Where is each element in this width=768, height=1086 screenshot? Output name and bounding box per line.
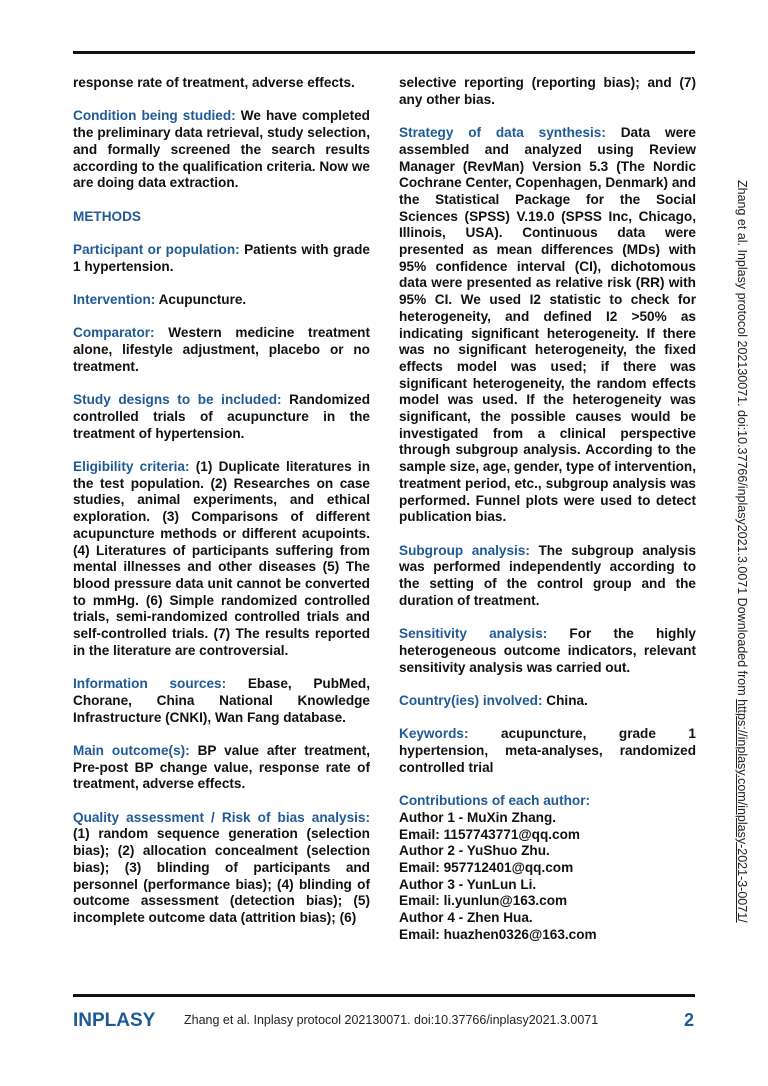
side-note-link[interactable]: https://inplasy.com/inplasy-2021-3-0071/ <box>735 699 749 923</box>
section-sensitivity <box>399 626 696 676</box>
author-line: Author 1 - MuXin Zhang. <box>399 809 557 825</box>
footer-citation: Zhang et al. Inplasy protocol 202130071. doi:10.37766/inplasy2021.3.0071 <box>184 1013 599 1027</box>
section-information-sources <box>73 676 370 726</box>
section-heading: Sensitivity analysis: <box>399 626 548 642</box>
section-comparator <box>73 325 370 375</box>
author-email: Email: li.yunlun@163.com <box>399 893 568 909</box>
section-heading: Participant or population: <box>73 241 240 257</box>
section-heading: Intervention: <box>73 292 156 308</box>
footer-rule <box>73 994 695 997</box>
footer-brand: INPLASY <box>73 1010 156 1031</box>
section-heading: Information sources: <box>73 676 227 692</box>
section-countries <box>399 693 696 710</box>
section-text: Randomized controlled trials of acupuncture in the treatment of hypertension. <box>73 392 370 441</box>
section-text: (1) Duplicate literatures in the test population. (2) Researches on case studies, animal experiments, and ethical exploration. (3) Comparisons of different acupuncture methods or different acupoints. (4) Literatures of participants suffering from mental illnesses and other diseases (5) The blood pressure data unit cannot be converted to mmHg. (6) Simple randomized controlled trials, semi-randomized controlled trials and self-controlled trials. (7) The results reported in the literature are controversial. <box>73 459 370 658</box>
section-intervention <box>73 292 370 309</box>
page-number: 2 <box>684 1010 695 1030</box>
author-email: Email: 957712401@qq.com <box>399 859 574 875</box>
section-heading: Quality assessment / Risk of bias analysis: <box>73 809 370 825</box>
section-text: Acupuncture. <box>155 292 247 308</box>
right-column <box>399 75 696 960</box>
section-study-designs <box>73 392 370 442</box>
section-text: Data were assembled and analyzed using Review Manager (RevMan) Version 5.3 (The Nordic Cochrane Center, Copenhagen, Denmark) and the Statistical Package for the Social Sciences (SPSS) V.19.0 (SPSS Inc, Chicago, Illinois, USA). Continuous data were presented as mean differences (MDs) with 95% confidence interval (CI), dichotomous data were presented as relative risk (RR) with 95% CI. We used I2 statistic to check for heterogeneity, and defined I2 >50% as indicating significant heterogeneity. If there was no significant heterogeneity, the fixed effects model was used; if there was significant heterogeneity, the random effects model was used. If the heterogeneity was significant, the possible causes would be investigated from a clinical perspective through subgroup analysis. According to the sample size, age, gender, type of intervention, treatment period, etc., subgroup analysis was performed. Funnel plots were used to detect publication bias. <box>399 125 696 525</box>
side-note-text: Zhang et al. Inplasy protocol 202130071. doi:10.37766/inplasy2021.3.0071 Downloaded from <box>735 180 749 700</box>
author-line: Author 4 - Zhen Hua. <box>399 910 533 926</box>
section-heading: Country(ies) involved: <box>399 692 543 708</box>
section-text: acupuncture, grade 1 hypertension, meta-analyses, randomized controlled trial <box>399 726 696 775</box>
section-heading: Eligibility criteria: <box>73 459 190 475</box>
section-text: Patients with grade 1 hypertension. <box>73 241 370 274</box>
section-eligibility <box>73 459 370 659</box>
section-condition <box>73 108 370 192</box>
section-text: (1) random sequence generation (selection bias); (2) allocation concealment (selection bias); (3) blinding of participants and personnel (performance bias); (4) blinding of outcome assessment (detection bias); (5) incomplete outcome data (attrition bias); (6) <box>73 826 370 925</box>
section-methods <box>73 209 370 226</box>
author-email: Email: 1157743771@qq.com <box>399 826 581 842</box>
author-email: Email: huazhen0326@163.com <box>399 926 597 942</box>
section-heading: Main outcome(s): <box>73 742 190 758</box>
section-text: BP value after treatment, Pre-post BP change value, response rate of treatment, adverse effects. <box>73 742 370 792</box>
section-heading: Condition being studied: <box>73 108 236 124</box>
author-line: Author 2 - YuShuo Zhu. <box>399 843 550 859</box>
section-heading: Contributions of each author: <box>399 793 591 809</box>
section-heading: Strategy of data synthesis: <box>399 125 606 141</box>
section-subgroup <box>399 543 696 610</box>
section-paragraph <box>399 75 696 108</box>
section-text: The subgroup analysis was performed independently according to the setting of the control group and the duration of treatment. <box>399 542 697 608</box>
left-column <box>73 75 370 943</box>
section-participants <box>73 242 370 275</box>
section-text: We have completed the preliminary data retrieval, study selection, and formally screened the search results according to the qualification criteria. Now we are doing data extraction. <box>73 108 370 191</box>
section-data-synthesis <box>399 125 696 526</box>
section-main-outcomes <box>73 743 370 793</box>
section-quality-assessment <box>73 810 370 927</box>
section-text: Western medicine treatment alone, lifestyle adjustment, placebo or no treatment. <box>73 325 370 374</box>
methods-heading: METHODS <box>73 208 141 224</box>
section-heading: Comparator: <box>73 325 155 341</box>
section-text: response rate of treatment, adverse effects. <box>73 75 355 90</box>
section-text: China. <box>542 692 588 708</box>
side-download-note <box>735 180 749 923</box>
section-text: selective reporting (reporting bias); and (7) any other bias. <box>399 75 696 107</box>
section-text: For the highly heterogeneous outcome indicators, relevant sensitivity analysis was carried out. <box>399 626 696 675</box>
section-heading: Keywords: <box>399 726 469 742</box>
section-text: Ebase, PubMed, Chorane, China National Knowledge Infrastructure (CNKI), Wan Fang database. <box>73 676 370 725</box>
section-keywords <box>399 726 696 776</box>
header-rule <box>73 51 695 54</box>
section-paragraph <box>73 75 370 92</box>
section-heading: Study designs to be included: <box>73 392 282 408</box>
section-contributions <box>399 793 696 943</box>
author-line: Author 3 - YunLun Li. <box>399 876 537 892</box>
section-heading: Subgroup analysis: <box>399 542 530 558</box>
